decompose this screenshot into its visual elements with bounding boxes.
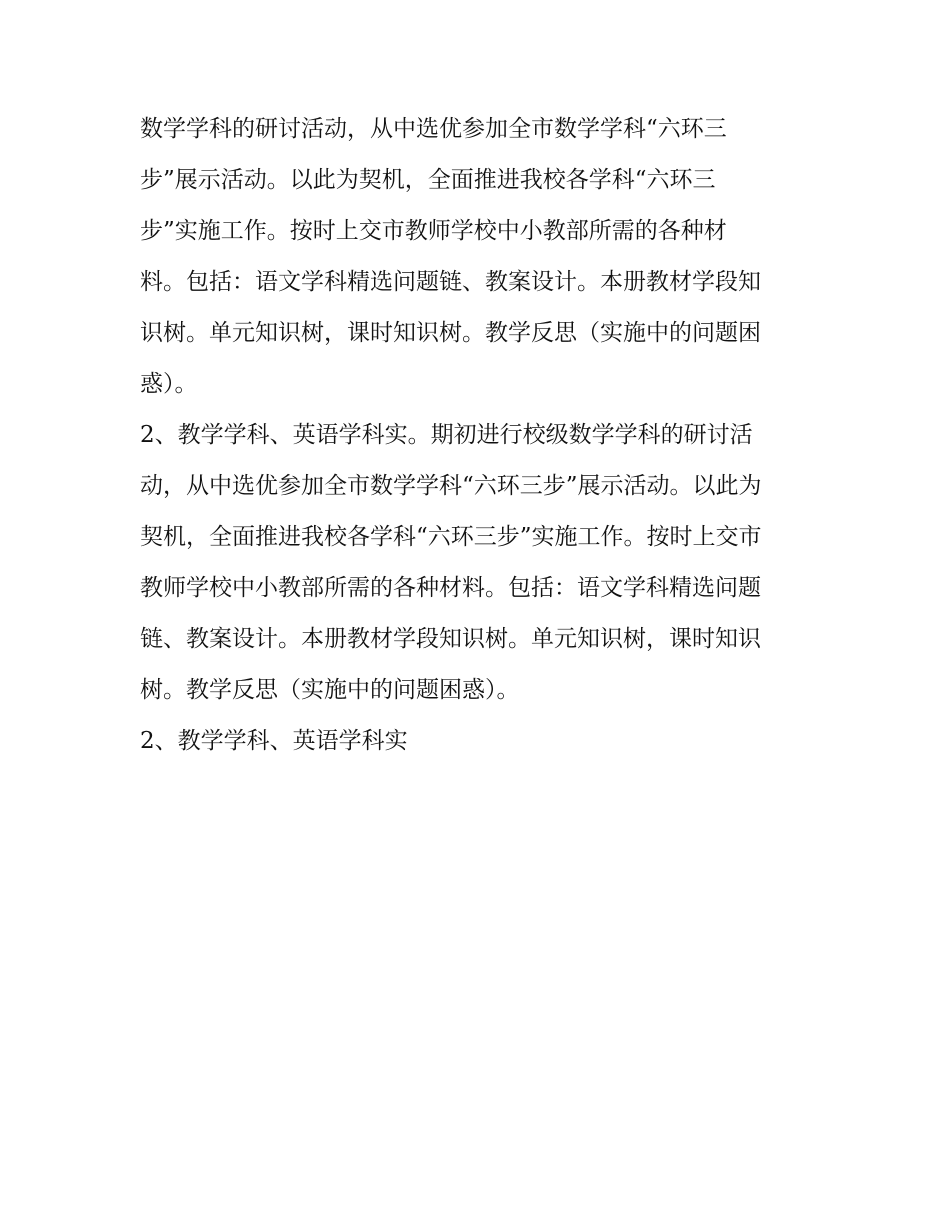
document-body <box>140 104 820 767</box>
text-line: 2、教学学科、英语学科实 <box>140 728 408 754</box>
text-line: 数学学科的研讨活动，从中选优参加全市数学学科“六环三 <box>140 116 727 142</box>
text-line: 惑）。 <box>140 371 198 397</box>
text-line: 步”展示活动。以此为契机，全面推进我校各学科“六环三 <box>140 167 716 193</box>
text-line: 教师学校中小教部所需的各种材料。包括：语文学科精选问题 <box>140 575 761 601</box>
text-line: 料。包括：语文学科精选问题链、教案设计。本册教材学段知 <box>140 269 761 295</box>
text-line: 契机，全面推进我校各学科“六环三步”实施工作。按时上交市 <box>140 524 762 550</box>
text-line: 动，从中选优参加全市数学学科“六环三步”展示活动。以此为 <box>140 473 762 499</box>
text-line: 步”实施工作。按时上交市教师学校中小教部所需的各种材 <box>140 218 727 244</box>
text-line: 链、教案设计。本册教材学段知识树。单元知识树，课时知识 <box>140 626 761 652</box>
text-line: 识树。单元知识树，课时知识树。教学反思（实施中的问题困 <box>140 320 761 346</box>
text-line: 2、教学学科、英语学科实。期初进行校级数学学科的研讨活 <box>140 422 753 448</box>
text-line: 树。教学反思（实施中的问题困惑）。 <box>140 677 520 703</box>
